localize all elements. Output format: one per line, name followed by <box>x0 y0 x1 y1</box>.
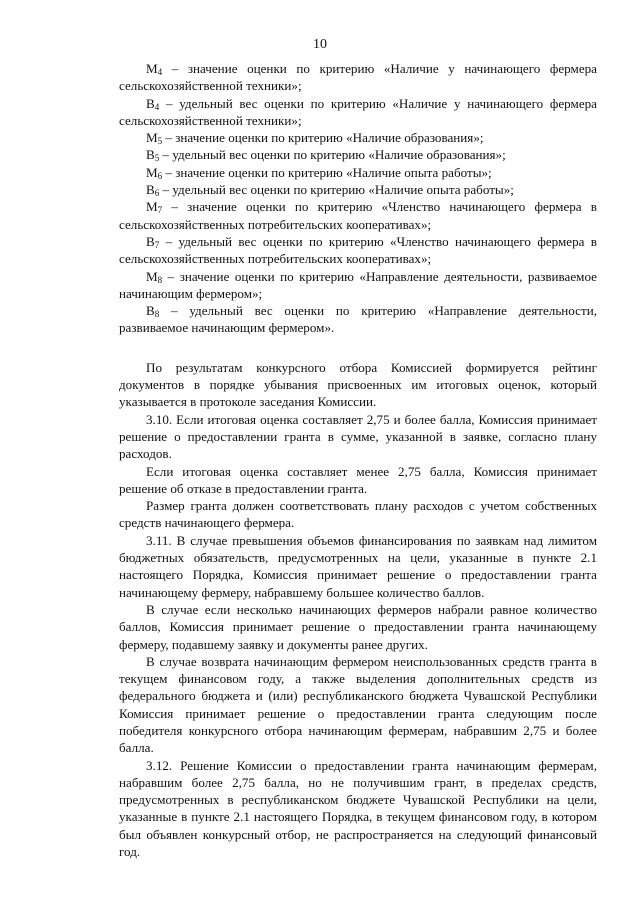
subscript: 5 <box>154 153 160 164</box>
definition-m8 <box>119 268 597 303</box>
definition-text: – значение оценки по критерию «Членство начинающего фермера в сельскохозяйственных потребительских кооперативах»; <box>119 199 597 232</box>
symbol: M <box>146 61 158 76</box>
symbol: M <box>146 268 158 284</box>
definition-text: – удельный вес оценки по критерию «Направление деятельности, развиваемое начинающим фермером». <box>119 303 597 336</box>
symbol: M <box>146 164 158 180</box>
page-number: 10 <box>313 37 327 52</box>
symbol: B <box>146 147 155 163</box>
symbol: B <box>146 233 155 249</box>
definition-text: – удельный вес оценки по критерию «Наличие у начинающего фермера сельскохозяйственной техники»; <box>119 95 597 128</box>
definition-text: – удельный вес оценки по критерию «Наличие образования»; <box>159 147 506 163</box>
definition-m6 <box>119 164 597 181</box>
definition-b4 <box>119 95 597 130</box>
definition-b6 <box>119 181 597 198</box>
subscript: 8 <box>157 274 163 285</box>
definition-text: – значение оценки по критерию «Наличие у начинающего фермера сельскохозяйственной техники»; <box>119 61 597 94</box>
definition-m5 <box>119 129 597 146</box>
symbol: M <box>146 199 158 215</box>
definition-text: – удельный вес оценки по критерию «Наличие опыта работы»; <box>159 182 514 198</box>
symbol: B <box>146 95 155 111</box>
paragraph-rating: По результатам конкурсного отбора Комиссией формируется рейтинг документов в порядке убывания присвоенных им итоговых оценок, который указывается в протоколе заседания Комиссии. <box>119 359 597 410</box>
paragraph-refund: В случае возврата начинающим фермером неиспользованных средств гранта в текущем финансовом году, а также выделения дополнительных средств из федерального бюджета и (или) республиканского бюджета Чувашской Республики Комиссия принимает решение о предоставлении гранта следующим после победителя конкурсного отбора начинающим фермерам, набравшим 2,75 и более балла. <box>119 653 597 756</box>
symbol: B <box>146 182 155 198</box>
subscript: 4 <box>154 101 160 112</box>
definition-m4 <box>119 60 597 95</box>
definition-b7 <box>119 233 597 268</box>
definition-b8 <box>119 302 597 337</box>
document-body <box>119 60 597 860</box>
definition-m7 <box>119 198 597 233</box>
definition-text: – значение оценки по критерию «Наличие опыта работы»; <box>162 164 492 180</box>
paragraph-3-12: 3.12. Решение Комиссии о предоставлении гранта начинающим фермерам, набравшим более 2,75 балла, но не получившим грант, в пределах средств, предусмотренных в республиканском бюджете Чувашской Республики на цели, указанные в пункте 2.1 настоящего Порядка, в текущем финансовом году, в котором был объявлен конкурсный отбор, не распространяется на следующий финансовый год. <box>119 757 597 860</box>
subscript: 6 <box>154 188 160 199</box>
subscript: 5 <box>157 136 163 147</box>
definition-text: – значение оценки по критерию «Направление деятельности, развиваемое начинающим фермером»; <box>119 268 597 301</box>
paragraph-equal-score: В случае если несколько начинающих фермеров набрали равное количество баллов, Комиссия принимает решение о предоставлении гранта начинающему фермеру, подавшему заявку и документы ранее других. <box>119 601 597 652</box>
definition-b5 <box>119 146 597 163</box>
subscript: 6 <box>157 170 163 181</box>
subscript: 7 <box>154 239 160 250</box>
definition-text: – удельный вес оценки по критерию «Членство начинающего фермера в сельскохозяйственных потребительских кооперативах»; <box>119 233 597 267</box>
symbol: B <box>146 303 155 319</box>
symbol: M <box>146 130 158 146</box>
paragraph-grant-size: Размер гранта должен соответствовать плану расходов с учетом собственных средств начинающего фермера. <box>119 498 597 531</box>
definition-text: – значение оценки по критерию «Наличие образования»; <box>162 130 484 146</box>
paragraph-3-10: 3.10. Если итоговая оценка составляет 2,75 и более балла, Комиссия принимает решение о предоставлении гранта в сумме, указанной в заявке, согласно плану расходов. <box>119 411 597 462</box>
subscript: 8 <box>154 309 160 320</box>
paragraph-3-11: 3.11. В случае превышения объемов финансирования по заявкам над лимитом бюджетных обязательств, предусмотренных на цели, указанные в пункте 2.1 настоящего Порядка, Комиссия принимает решение о предоставлении гранта начинающему фермеру, набравшему большее количество баллов. <box>119 532 597 600</box>
paragraph-refusal: Если итоговая оценка составляет менее 2,75 балла, Комиссия принимает решение об отказе в предоставлении гранта. <box>119 463 597 496</box>
subscript: 4 <box>157 67 163 77</box>
subscript: 7 <box>157 205 163 216</box>
